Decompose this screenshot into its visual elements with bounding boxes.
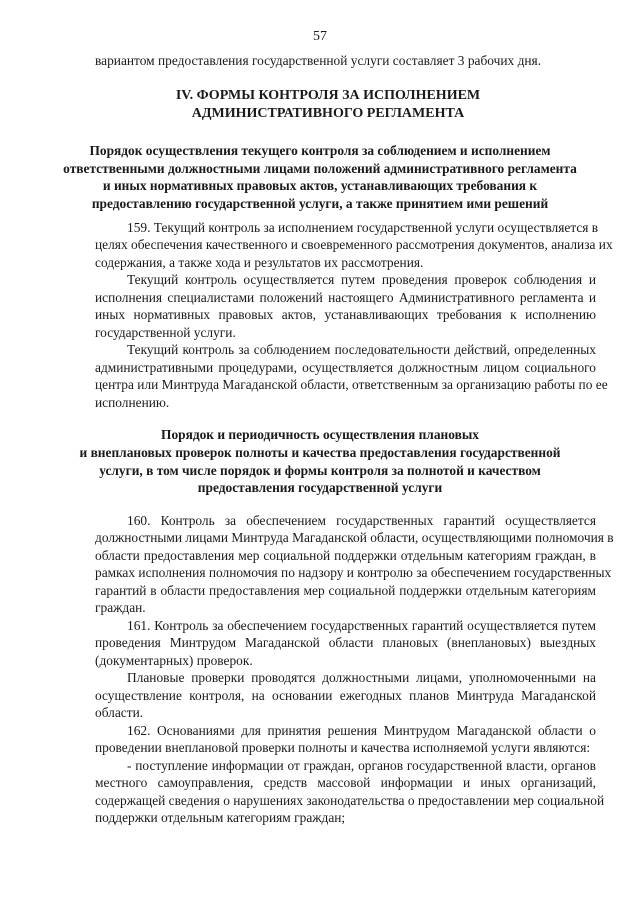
paragraph-line: Текущий контроль за соблюдением последовательности действий, определенных	[127, 342, 596, 357]
section-heading: АДМИНИСТРАТИВНОГО РЕГЛАМЕНТА	[191, 106, 465, 121]
paragraph-line: государственной услуги.	[95, 325, 236, 340]
subsection-heading: ответственными должностными лицами положений административного регламента	[63, 161, 577, 176]
paragraph-line: должностными лицами Минтруда Магаданской области, осуществляющими полномочия в	[95, 530, 614, 545]
paragraph-line: центра или Минтруда Магаданской области, ответственным за организацию работы по ее	[95, 377, 608, 392]
paragraph-line: иных нормативных правовых актов, устанавливающих требования к исполнению	[95, 307, 596, 322]
subsection-heading: Порядок осуществления текущего контроля за соблюдением и исполнением	[89, 143, 551, 158]
paragraph-line: местного самоуправления, средств массовой информации и иных организаций,	[95, 775, 596, 790]
paragraph-line: - поступление информации от граждан, органов государственной власти, органов	[127, 758, 596, 773]
subsection-heading: и иных нормативных правовых актов, устанавливающих требования к	[102, 178, 538, 193]
text-line: вариантом предоставления государственной услуги составляет 3 рабочих дня.	[95, 53, 542, 68]
paragraph-line: 160. Контроль за обеспечением государственных гарантий осуществляется	[127, 513, 596, 528]
paragraph-line: граждан.	[95, 600, 146, 615]
paragraph-line: области предоставления мер социальной поддержки отдельным категориям граждан, в	[95, 548, 596, 563]
paragraph-line: (документарных) проверок.	[95, 653, 253, 668]
subsection-heading: и внеплановых проверок полноты и качества предоставления государственной	[79, 445, 561, 460]
subsection-heading: предоставления государственной услуги	[197, 480, 443, 495]
paragraph-line: 161. Контроль за обеспечением государственных гарантий осуществляется путем	[127, 618, 596, 633]
subsection-heading: Порядок и периодичность осуществления плановых	[161, 427, 479, 442]
subsection-heading: услуги, в том числе порядок и формы контроля за полнотой и качеством	[99, 463, 541, 478]
paragraph-line: Текущий контроль осуществляется путем проведения проверок соблюдения и	[127, 272, 596, 287]
paragraph-line: Плановые проверки проводятся должностными лицами, уполномоченными на	[127, 670, 596, 685]
paragraph-line: 162. Основаниями для принятия решения Минтрудом Магаданской области о	[127, 723, 596, 738]
paragraph-line: гарантий в области предоставления мер социальной поддержки отдельным категориям	[95, 583, 596, 598]
paragraph-line: проведении внеплановой проверки полноты и качества исполняемой услуги являются:	[95, 740, 591, 755]
paragraph-line: поддержки отдельным категориям граждан;	[95, 810, 346, 825]
paragraph-line: исполнению.	[95, 395, 170, 410]
paragraph-line: целях обеспечения качественного и своевременного рассмотрения документов, анализа их	[95, 237, 613, 252]
subsection-heading: предоставлению государственной услуги, а также принятием ими решений	[91, 196, 549, 211]
paragraph-line: содержания, а также хода и результатов их рассмотрения.	[95, 255, 424, 270]
paragraph-line: области.	[95, 705, 144, 720]
paragraph-line: осуществление контроля, на основании ежегодных планов Минтруда Магаданской	[95, 688, 596, 703]
section-heading: IV. ФОРМЫ КОНТРОЛЯ ЗА ИСПОЛНЕНИЕМ	[175, 88, 481, 103]
paragraph-line: рамках исполнения полномочия по надзору и контролю за обеспечением государственных	[95, 565, 612, 580]
paragraph-line: проведения Минтрудом Магаданской области плановых (внеплановых) выездных	[95, 635, 596, 650]
paragraph-line: 159. Текущий контроль за исполнением государственной услуги осуществляется в	[127, 220, 599, 235]
paragraph-line: административными процедурами, осуществляется должностным лицом социального	[95, 360, 596, 375]
paragraph-line: исполнения специалистами положений настоящего Административного регламента и	[95, 290, 596, 305]
paragraph-line: содержащей сведения о нарушениях законодательства о предоставлении мер социальной	[95, 793, 605, 808]
page-number: 57	[313, 29, 327, 44]
